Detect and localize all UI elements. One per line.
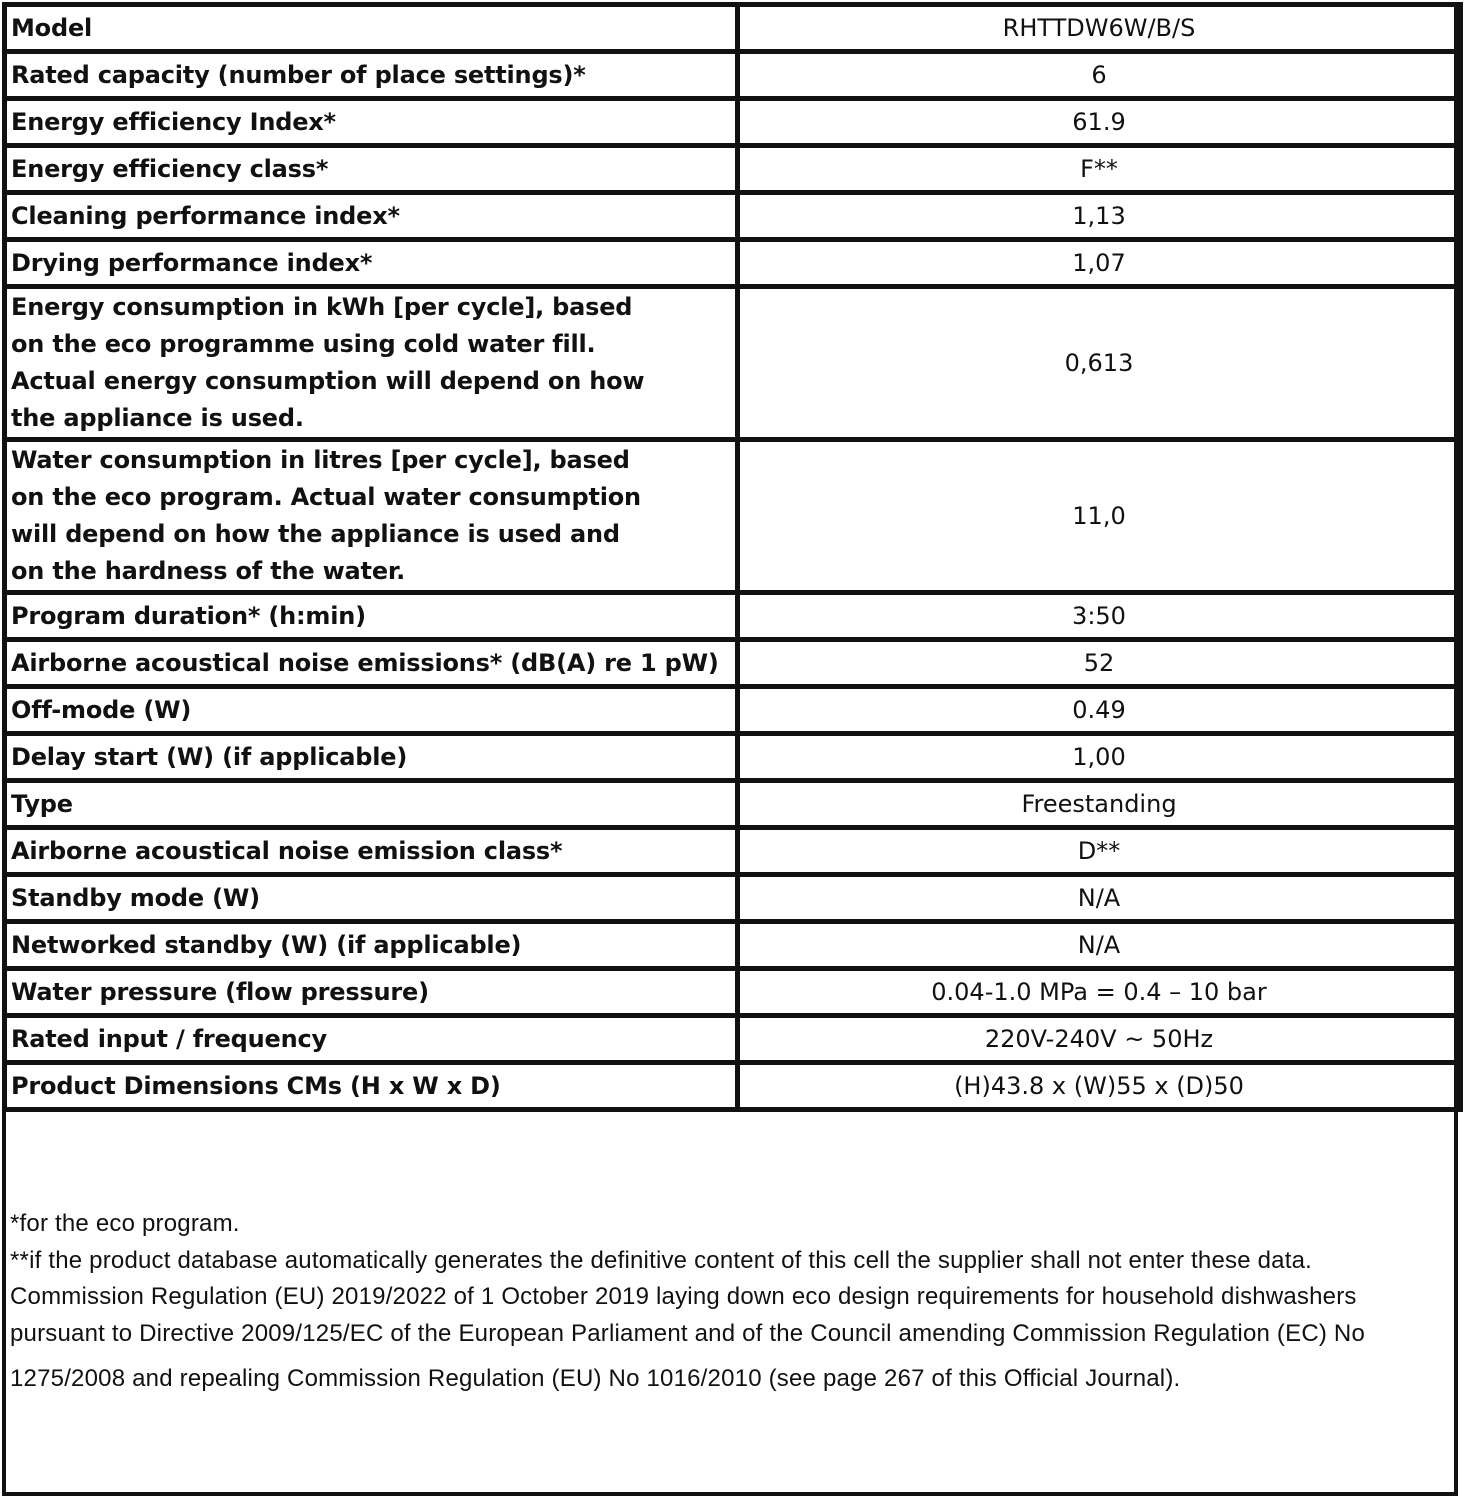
- footnotes: [10, 1206, 1440, 1398]
- row-value: RHTTDW6W/B/S: [738, 5, 1461, 52]
- table-row: [5, 1063, 1461, 1110]
- table-row: [5, 875, 1461, 922]
- table-row: [5, 781, 1461, 828]
- row-value: 1,13: [738, 193, 1461, 240]
- row-label: Airborne acoustical noise emissions* (dB(A) re 1 pW): [5, 640, 738, 687]
- row-value: 52: [738, 640, 1461, 687]
- row-label: Program duration* (h:min): [5, 593, 738, 640]
- table-row: [5, 969, 1461, 1016]
- row-value: 3:50: [738, 593, 1461, 640]
- table-row: [5, 828, 1461, 875]
- table-row: [5, 146, 1461, 193]
- row-label: Rated input / frequency: [5, 1016, 738, 1063]
- row-value: 11,0: [738, 440, 1461, 593]
- row-value: 0.49: [738, 687, 1461, 734]
- row-label: Off-mode (W): [5, 687, 738, 734]
- row-value: F**: [738, 146, 1461, 193]
- table-row: [5, 440, 1461, 593]
- regulation-note-line: pursuant to Directive 2009/125/EC of the European Parliament and of the Council amending Commission Regulation (EC) No: [10, 1319, 1365, 1347]
- row-label: Water pressure (flow pressure): [5, 969, 738, 1016]
- row-label: Standby mode (W): [5, 875, 738, 922]
- table-row: [5, 687, 1461, 734]
- row-value: 220V-240V ~ 50Hz: [738, 1016, 1461, 1063]
- row-label: Energy efficiency class*: [5, 146, 738, 193]
- row-label: Energy efficiency Index*: [5, 99, 738, 146]
- table-row: [5, 52, 1461, 99]
- row-value: 6: [738, 52, 1461, 99]
- row-label: Model: [5, 5, 738, 52]
- row-value: 61.9: [738, 99, 1461, 146]
- footnote-eco-program: *for the eco program.: [10, 1210, 240, 1237]
- table-row: [5, 99, 1461, 146]
- table-row: [5, 640, 1461, 687]
- table-row: [5, 193, 1461, 240]
- table-row: [5, 734, 1461, 781]
- row-label: Delay start (W) (if applicable): [5, 734, 738, 781]
- spec-sheet: [2, 2, 1458, 1496]
- footnote-database: **if the product database automatically generates the definitive content of this cell the supplier shall not enter these data.: [10, 1246, 1312, 1274]
- row-label: Rated capacity (number of place settings)*: [5, 52, 738, 99]
- row-value: 0,613: [738, 287, 1461, 440]
- spec-table: [2, 2, 1463, 1112]
- table-row: [5, 240, 1461, 287]
- row-value: 1,00: [738, 734, 1461, 781]
- table-row: [5, 593, 1461, 640]
- table-row: [5, 922, 1461, 969]
- row-label: Cleaning performance index*: [5, 193, 738, 240]
- table-row: [5, 5, 1461, 52]
- row-label: Airborne acoustical noise emission class*: [5, 828, 738, 875]
- regulation-note-line: Commission Regulation (EU) 2019/2022 of 1 October 2019 laying down eco design requirements for household dishwashers: [10, 1283, 1357, 1310]
- row-value: (H)43.8 x (W)55 x (D)50: [738, 1063, 1461, 1110]
- table-row: [5, 287, 1461, 440]
- row-label: Water consumption in litres [per cycle], based on the eco program. Actual water consumption will depend on how the appliance is used and on the hardness of the water.: [11, 446, 641, 585]
- row-label: Type: [5, 781, 738, 828]
- regulation-note-line: 1275/2008 and repealing Commission Regulation (EU) No 1016/2010 (see page 267 of this Official Journal).: [10, 1365, 1181, 1392]
- row-value: 0.04-1.0 MPa = 0.4 – 10 bar: [738, 969, 1461, 1016]
- row-label-cell: [5, 287, 738, 440]
- row-label: Energy consumption in kWh [per cycle], based on the eco programme using cold water fill. Actual energy consumption will depend on how the appliance is used.: [11, 293, 645, 432]
- row-value: 1,07: [738, 240, 1461, 287]
- row-value: D**: [738, 828, 1461, 875]
- row-value: Freestanding: [738, 781, 1461, 828]
- row-label-cell: [5, 440, 738, 593]
- row-label: Drying performance index*: [5, 240, 738, 287]
- row-label: Networked standby (W) (if applicable): [5, 922, 738, 969]
- table-row: [5, 1016, 1461, 1063]
- row-value: N/A: [738, 922, 1461, 969]
- row-value: N/A: [738, 875, 1461, 922]
- row-label: Product Dimensions CMs (H x W x D): [5, 1063, 738, 1110]
